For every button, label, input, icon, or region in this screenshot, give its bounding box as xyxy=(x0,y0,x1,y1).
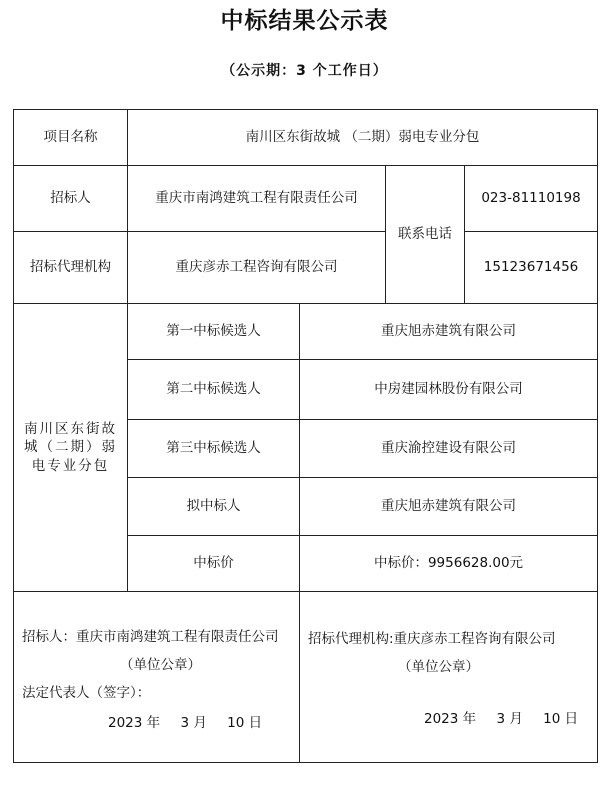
agency-label: 招标代理机构 xyxy=(14,232,128,304)
date-year: 2023 年 xyxy=(108,715,161,731)
agency-signature-line: 招标代理机构:重庆彦赤工程咨询有限公司 xyxy=(308,631,556,647)
date-day: 10 日 xyxy=(227,715,263,731)
candidate-value: 重庆旭赤建筑有限公司 xyxy=(300,304,598,360)
sign-date xyxy=(108,714,262,732)
winner-value: 重庆旭赤建筑有限公司 xyxy=(300,478,598,536)
tenderer-value: 重庆市南鸿建筑工程有限责任公司 xyxy=(128,166,386,232)
date-month: 3 月 xyxy=(180,715,207,731)
price-label: 中标价 xyxy=(128,536,300,592)
legal-rep-line: 法定代表人（签字）： xyxy=(22,685,151,701)
date-day: 10 日 xyxy=(543,711,579,727)
candidate-label: 第一中标候选人 xyxy=(128,304,300,360)
sign-date xyxy=(424,710,578,728)
table-row xyxy=(14,166,598,232)
project-value: 南川区东街故城 （二期）弱电专业分包 xyxy=(128,110,598,166)
tenderer-label: 招标人 xyxy=(14,166,128,232)
page-subtitle: （公示期：3 个工作日） xyxy=(221,63,388,79)
signature-right xyxy=(300,592,598,763)
candidate-value: 中房建园林股份有限公司 xyxy=(300,360,598,420)
candidate-label: 第三中标候选人 xyxy=(128,420,300,478)
candidate-value: 重庆渝控建设有限公司 xyxy=(300,420,598,478)
table-row xyxy=(14,110,598,166)
result-table xyxy=(13,109,598,763)
tenderer-phone: 023-81110198 xyxy=(465,166,598,232)
page-title: 中标结果公示表 xyxy=(220,7,389,34)
table-row xyxy=(14,232,598,304)
agency-value: 重庆彦赤工程咨询有限公司 xyxy=(128,232,386,304)
price-value: 中标价：9956628.00元 xyxy=(300,536,598,592)
candidate-label: 第二中标候选人 xyxy=(128,360,300,420)
project-label: 项目名称 xyxy=(14,110,128,166)
agency-phone: 15123671456 xyxy=(465,232,598,304)
contact-label: 联系电话 xyxy=(386,166,465,304)
section-label: 南川区东街故城（二期）弱电专业分包 xyxy=(14,304,128,592)
date-month: 3 月 xyxy=(496,711,523,727)
seal-note: （单位公章） xyxy=(120,657,201,673)
tenderer-signature-line: 招标人：重庆市南鸿建筑工程有限责任公司 xyxy=(22,629,279,645)
signature-left xyxy=(14,592,300,763)
winner-label: 拟中标人 xyxy=(128,478,300,536)
date-year: 2023 年 xyxy=(424,711,477,727)
table-row xyxy=(14,304,598,360)
seal-note: （单位公章） xyxy=(398,659,479,675)
table-row xyxy=(14,592,598,763)
